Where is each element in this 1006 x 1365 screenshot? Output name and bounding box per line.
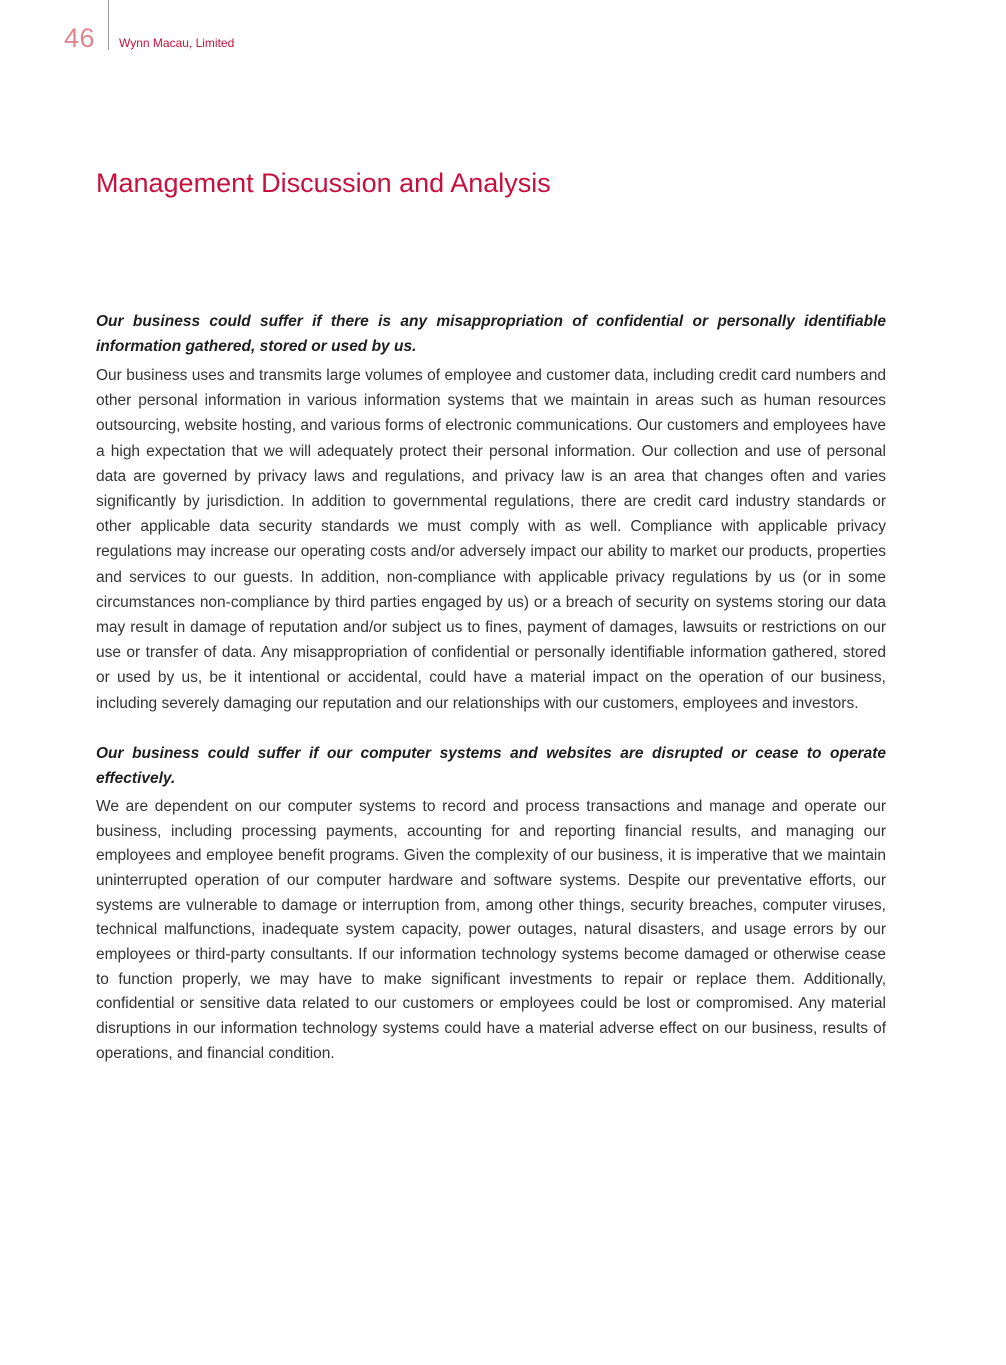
- risk-body: Our business uses and transmits large volumes of employee and customer data, including credit card numbers and other personal information in various information systems that we maintain in areas such as human resources outsourcing, website hosting, and various forms of electronic communications. Our customers and employees have a high expectation that we will adequately protect their personal information. Our collection and use of personal data are governed by privacy laws and regulations, and privacy law is an area that changes often and varies significantly by jurisdiction. In addition to governmental regulations, there are credit card industry standards or other applicable data security standards we must comply with as well. Compliance with applicable privacy regulations may increase our operating costs and/or adversely impact our ability to market our products, properties and services to our guests. In addition, non-compliance with applicable privacy regulations by us (or in some circumstances non-compliance by third parties engaged by us) or a breach of security on systems storing our data may result in damage of reputation and/or subject us to fines, payment of damages, lawsuits or restrictions on our use or transfer of data. Any misappropriation of confidential or personally identifiable information gathered, stored or used by us, be it intentional or accidental, could have a material impact on the operation of our business, including severely damaging our reputation and our relationships with our customers, employees and investors.: [96, 367, 886, 712]
- header-divider: [108, 0, 109, 50]
- risk-factor-data-privacy: [96, 309, 886, 716]
- document-content: [96, 309, 886, 1067]
- risk-body: We are dependent on our computer systems to record and process transactions and manage and operate our business, including processing payments, accounting for and reporting financial results, and managing our employees and employee benefit programs. Given the complexity of our business, it is imperative that we maintain uninterrupted operation of our computer hardware and software systems. Despite our preventative efforts, our systems are vulnerable to damage or interruption from, among other things, security breaches, computer viruses, technical malfunctions, inadequate system capacity, power outages, natural disasters, and usage errors by our employees or third-party consultants. If our information technology systems become damaged or otherwise cease to function properly, we may have to make significant investments to repair or replace them. Additionally, confidential or sensitive data related to our customers or employees could be lost or compromised. Any material disruptions in our information technology systems could have a material adverse effect on our business, results of operations, and financial condition.: [96, 797, 886, 1062]
- risk-heading: Our business could suffer if there is any misappropriation of confidential or personally identifiable information gathered, stored or used by us.: [96, 313, 886, 355]
- risk-factor-computer-systems: [96, 741, 886, 1067]
- page-header: [0, 0, 1006, 60]
- risk-heading: Our business could suffer if our computer systems and websites are disrupted or cease to operate effectively.: [96, 744, 886, 787]
- section-title: Management Discussion and Analysis: [96, 168, 551, 198]
- page-number: 46: [64, 23, 96, 53]
- company-name: Wynn Macau, Limited: [119, 36, 235, 50]
